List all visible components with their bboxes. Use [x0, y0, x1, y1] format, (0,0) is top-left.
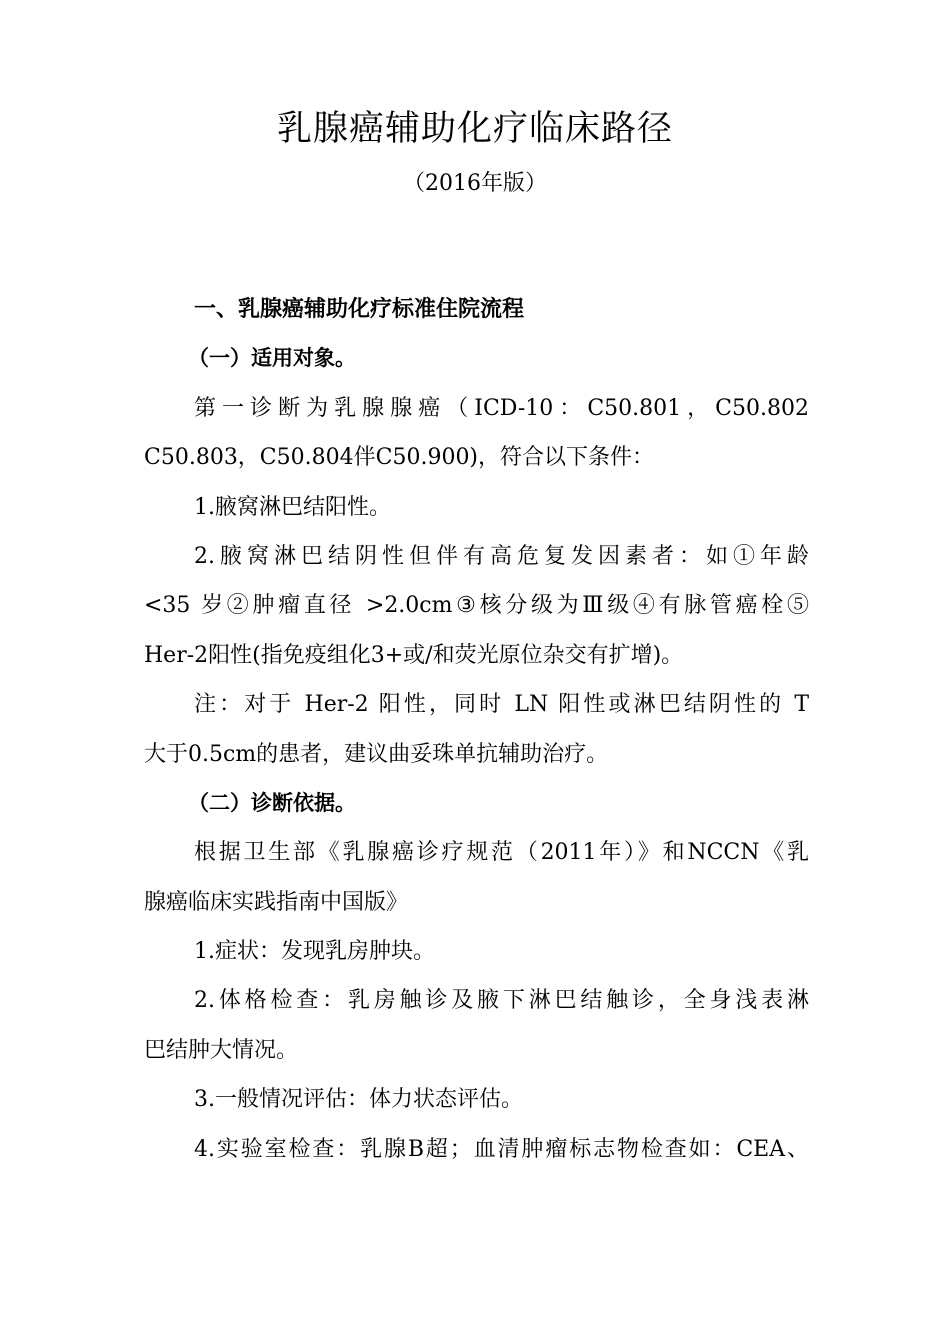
note-line: 大于0.5cm的患者，建议曲妥珠单抗辅助治疗。 [144, 741, 609, 767]
list-item: 2.腋窝淋巴结阴性但伴有高危复发因素者：如①年龄 [194, 543, 809, 569]
paragraph-line: Her-2阳性(指免疫组化3+或/和荧光原位杂交有扩增)。 [144, 642, 684, 668]
paragraph-line: <35 岁②肿瘤直径 >2.0cm③核分级为Ⅲ级④有脉管癌栓⑤ [144, 593, 809, 619]
document-title: 乳腺癌辅助化疗临床路径 [276, 109, 673, 149]
list-item: 2.体格检查：乳房触诊及腋下淋巴结触诊，全身浅表淋 [194, 988, 809, 1014]
paragraph-line: 第一诊断为乳腺腺癌（ICD-10：C50.801，C50.802 [194, 395, 809, 421]
subsection-heading: （二）诊断依据。 [188, 790, 356, 815]
section-heading: 一、乳腺癌辅助化疗标准住院流程 [194, 297, 525, 322]
paragraph-line: 根据卫生部《乳腺癌诊疗规范（2011年）》和NCCN《乳 [194, 840, 809, 866]
list-item: 1.症状：发现乳房肿块。 [194, 939, 435, 965]
list-item: 4.实验室检查：乳腺B超；血清肿瘤标志物检查如：CEA、 [194, 1136, 809, 1162]
note-line: 注：对于 Her-2 阳性，同时 LN 阳性或淋巴结阴性的 T [194, 692, 809, 718]
subsection-heading: （一）适用对象。 [188, 346, 356, 371]
document-body [144, 285, 809, 1174]
paragraph-line: C50.803，C50.804伴C50.900)，符合以下条件： [144, 445, 655, 471]
list-item: 3.一般情况评估：体力状态评估。 [194, 1087, 523, 1113]
list-item: 1.腋窝淋巴结阳性。 [194, 494, 391, 520]
paragraph-line: 腺癌临床实践指南中国版》 [144, 889, 409, 915]
document-subtitle: （2016年版） [403, 171, 547, 196]
paragraph-line: 巴结肿大情况。 [144, 1037, 299, 1063]
